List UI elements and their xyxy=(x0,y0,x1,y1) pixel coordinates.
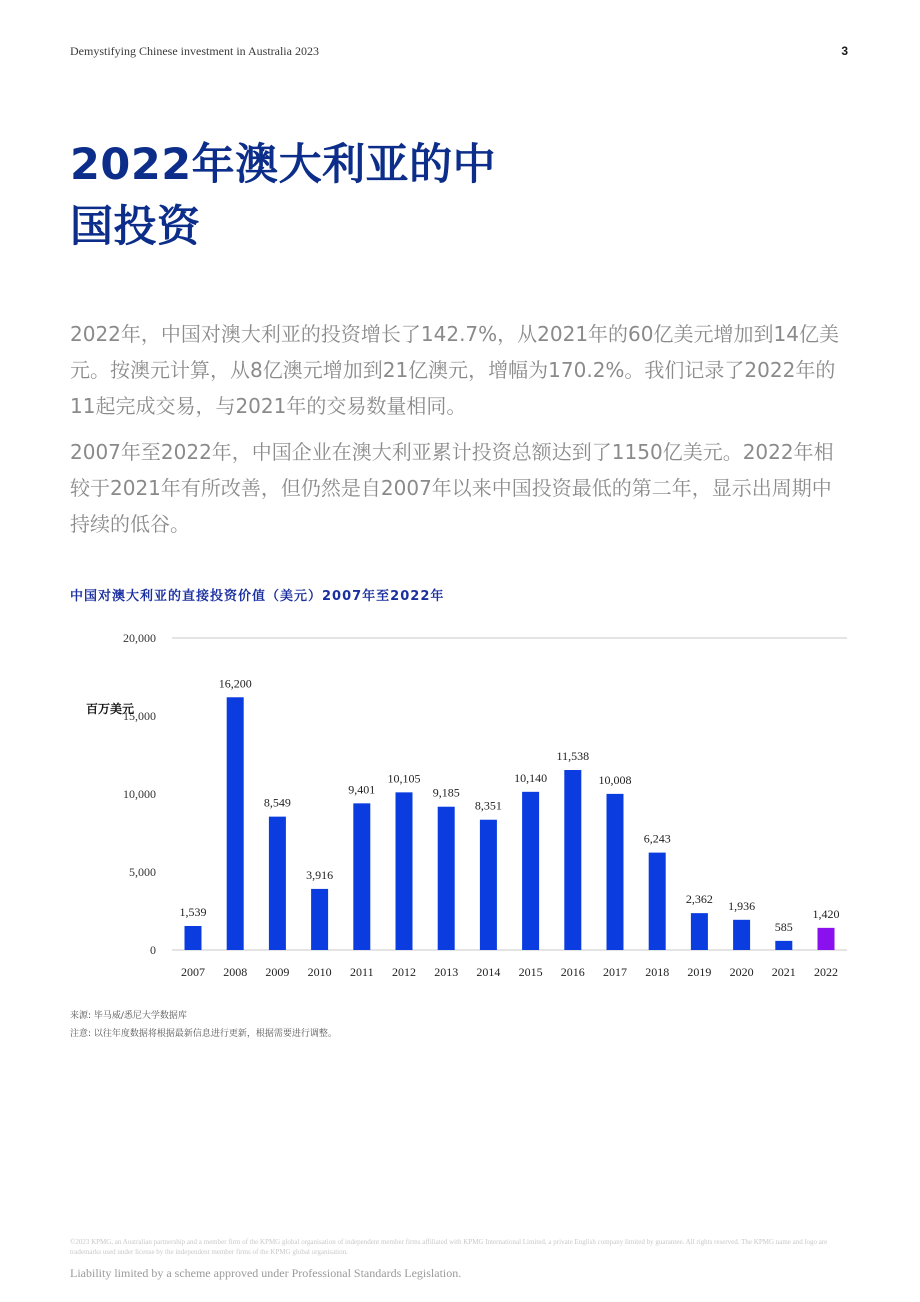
x-tick-label-2015: 2015 xyxy=(518,965,543,979)
x-tick-label-2010: 2010 xyxy=(307,965,332,979)
bar-2017 xyxy=(607,794,624,950)
data-label-2021: 585 xyxy=(774,919,793,934)
x-tick-label-2009: 2009 xyxy=(265,965,290,979)
y-tick-label: 0 xyxy=(150,943,156,957)
bar-2018 xyxy=(649,853,666,950)
x-tick-label-2016: 2016 xyxy=(560,965,585,979)
paragraph-1: 2022年，中国对澳大利亚的投资增长了142.7%，从2021年的60亿美元增加到14亿美元。按澳元计算，从8亿澳元增加到21亿澳元，增幅为170.2%。我们记录了2022年的11起完成交易，与2021年的交易数量相同。 xyxy=(70,322,839,418)
bar-2016 xyxy=(564,770,581,950)
x-tick-label-2014: 2014 xyxy=(476,965,501,979)
bar-2022 xyxy=(818,928,835,950)
bar-2009 xyxy=(269,817,286,950)
x-tick-label-2019: 2019 xyxy=(687,965,712,979)
y-tick-label: 10,000 xyxy=(123,787,156,801)
data-label-2015: 10,140 xyxy=(514,770,548,785)
bar-2021 xyxy=(775,941,792,950)
data-label-2007: 1,539 xyxy=(179,904,207,919)
bar-2019 xyxy=(691,913,708,950)
y-tick-label: 5,000 xyxy=(129,865,156,879)
bar-2014 xyxy=(480,820,497,950)
x-tick-label-2007: 2007 xyxy=(181,965,205,979)
x-tick-label-2013: 2013 xyxy=(434,965,459,979)
source-note: 来源: 毕马威/悉尼大学数据库 xyxy=(70,1011,187,1021)
x-tick-label-2022: 2022 xyxy=(814,965,838,979)
data-label-2009: 8,549 xyxy=(263,795,291,810)
bar-2013 xyxy=(438,807,455,950)
y-tick-label: 15,000 xyxy=(123,709,156,723)
data-label-2012: 10,105 xyxy=(387,771,421,786)
data-label-2008: 16,200 xyxy=(218,676,252,691)
data-label-2019: 2,362 xyxy=(685,892,713,907)
data-label-2016: 11,538 xyxy=(556,749,590,764)
data-label-2010: 3,916 xyxy=(306,867,334,882)
bar-2011 xyxy=(353,803,370,950)
paragraph-2: 2007年至2022年，中国企业在澳大利亚累计投资总额达到了1150亿美元。2022年相较于2021年有所改善，但仍然是自2007年以来中国投资最低的第二年，显示出周期中持续的低谷。 xyxy=(70,440,834,536)
footnote: 注意: 以往年度数据将根据最新信息进行更新，根据需要进行调整。 xyxy=(70,1029,337,1039)
x-tick-label-2011: 2011 xyxy=(350,965,374,979)
bar-2008 xyxy=(227,697,244,950)
page-number: 3 xyxy=(841,44,848,58)
page-title: 2022年澳大利亚的中国投资 xyxy=(70,140,497,252)
bar-2010 xyxy=(311,889,328,950)
data-label-2017: 10,008 xyxy=(598,772,632,787)
bar-2007 xyxy=(185,926,202,950)
liability-statement: Liability limited by a scheme approved under Professional Standards Legislation. xyxy=(70,1266,462,1280)
data-label-2013: 9,185 xyxy=(432,785,460,800)
x-tick-label-2012: 2012 xyxy=(392,965,416,979)
chart-title: 中国对澳大利亚的直接投资价值（美元）2007年至2022年 xyxy=(70,589,445,604)
bar-chart xyxy=(0,620,920,990)
data-label-2020: 1,936 xyxy=(728,898,756,913)
data-label-2022: 1,420 xyxy=(812,906,840,921)
bar-2015 xyxy=(522,792,539,950)
legal-notice: ©2023 KPMG, an Australian partnership and a member firm of the KPMG global organisation of independent member firms affiliated with KPMG International Limited, a private English company limited by guarantee. All rights reserved. The KPMG name and logo are trademarks used under license by the independent member firms of the KPMG global organisation. xyxy=(70,1238,828,1256)
data-label-2018: 6,243 xyxy=(643,831,671,846)
document-title: Demystifying Chinese investment in Australia 2023 xyxy=(70,44,319,58)
x-tick-label-2018: 2018 xyxy=(645,965,670,979)
x-tick-label-2008: 2008 xyxy=(223,965,248,979)
data-label-2011: 9,401 xyxy=(348,782,376,797)
y-axis-label: 百万美元 xyxy=(86,702,135,716)
y-tick-label: 20,000 xyxy=(123,631,156,645)
bar-2012 xyxy=(396,792,413,950)
x-tick-label-2017: 2017 xyxy=(603,965,627,979)
bar-2020 xyxy=(733,920,750,950)
data-label-2014: 8,351 xyxy=(474,798,502,813)
x-tick-label-2020: 2020 xyxy=(729,965,754,979)
x-tick-label-2021: 2021 xyxy=(771,965,796,979)
